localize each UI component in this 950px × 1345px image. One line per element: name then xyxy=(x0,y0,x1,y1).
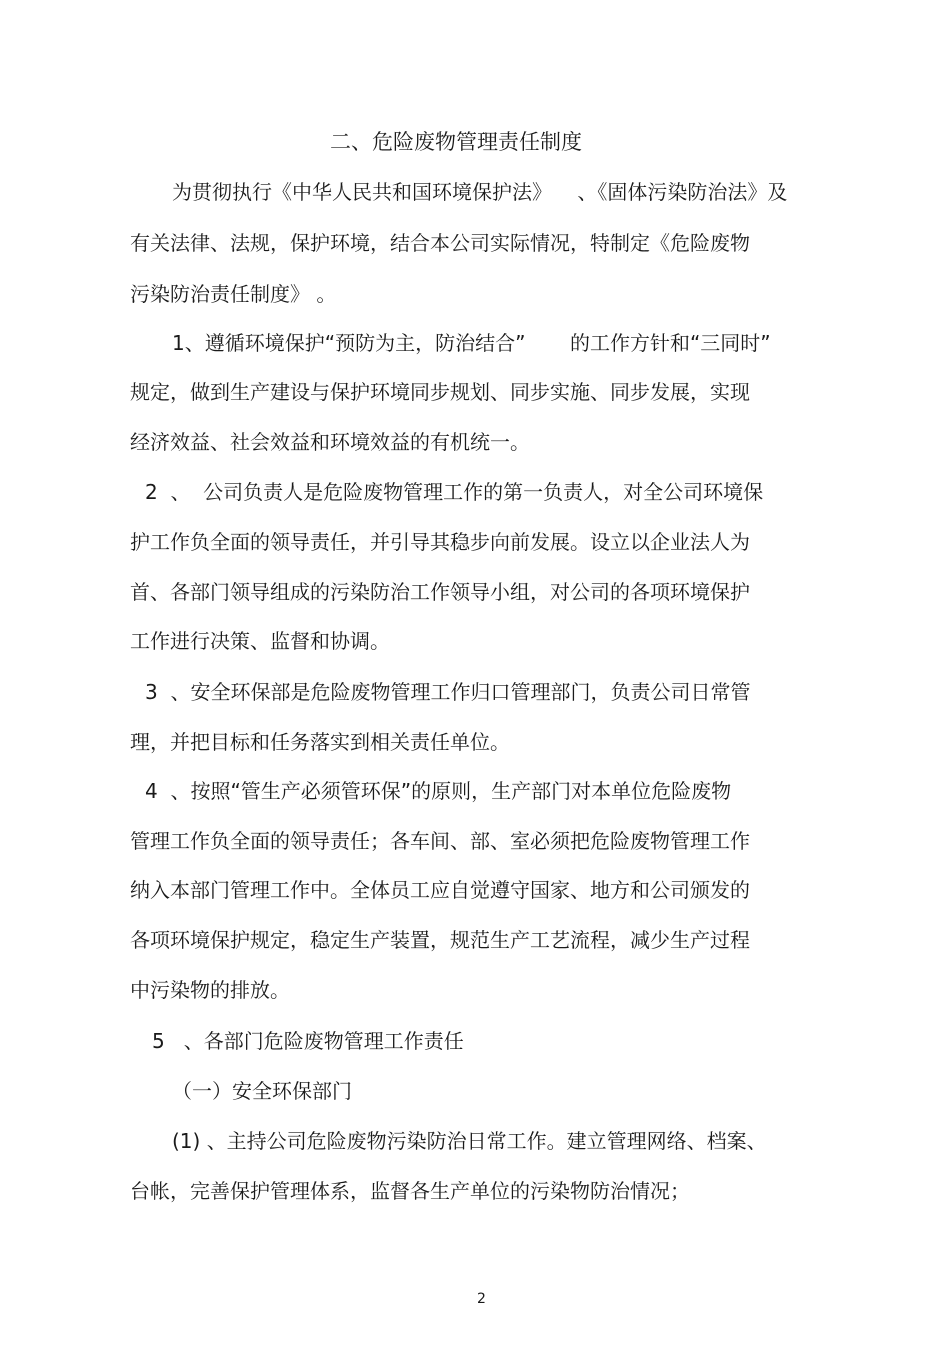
item5-line-1: 5 、各部门危险废物管理工作责任 xyxy=(152,1029,464,1053)
item5-sub-heading: （一）安全环保部门 xyxy=(172,1079,352,1103)
item1-line-1: 1、遵循环境保护“预防为主，防治结合” 的工作方针和“三同时” xyxy=(172,331,771,355)
item4-line-1: 4 、按照“管生产必须管环保”的原则，生产部门对本单位危险废物 xyxy=(145,779,732,803)
item2-line-2: 护工作负全面的领导责任，并引导其稳步向前发展。设立以企业法人为 xyxy=(130,530,750,554)
item1-line-2: 规定，做到生产建设与保护环境同步规划、同步实施、同步发展，实现 xyxy=(130,380,750,404)
intro-line-3: 污染防治责任制度》 。 xyxy=(130,282,337,306)
item2-line-4: 工作进行决策、监督和协调。 xyxy=(130,629,390,653)
item4-line-2: 管理工作负全面的领导责任；各车间、部、室必须把危险废物管理工作 xyxy=(130,829,750,853)
item5-sub1-line-1: (1) 、主持公司危险废物污染防治日常工作。建立管理网络、档案、 xyxy=(172,1129,767,1153)
page-number: 2 xyxy=(477,1291,486,1307)
item5-sub1-line-2: 台帐，完善保护管理体系，监督各生产单位的污染物防治情况； xyxy=(130,1179,690,1203)
item1-line-3: 经济效益、社会效益和环境效益的有机统一。 xyxy=(130,430,530,454)
item3-line-2: 理，并把目标和任务落实到相关责任单位。 xyxy=(130,730,510,754)
item2-line-3: 首、各部门领导组成的污染防治工作领导小组，对公司的各项环境保护 xyxy=(130,580,750,604)
intro-line-2: 有关法律、法规，保护环境，结合本公司实际情况，特制定《危险废物 xyxy=(130,231,750,255)
item4-line-4: 各项环境保护规定，稳定生产装置，规范生产工艺流程，减少生产过程 xyxy=(130,928,750,952)
item4-line-3: 纳入本部门管理工作中。全体员工应自觉遵守国家、地方和公司颁发的 xyxy=(130,878,750,902)
item2-line-1: 2 、 公司负责人是危险废物管理工作的第一负责人，对全公司环境保 xyxy=(145,480,764,504)
item4-line-5: 中污染物的排放。 xyxy=(130,978,290,1002)
item3-line-1: 3 、安全环保部是危险废物管理工作归口管理部门，负责公司日常管 xyxy=(145,680,751,704)
intro-line-1: 为贯彻执行《中华人民共和国环境保护法》 、《固体污染防治法》及 xyxy=(172,180,788,204)
document-title: 二、危险废物管理责任制度 xyxy=(330,130,582,154)
